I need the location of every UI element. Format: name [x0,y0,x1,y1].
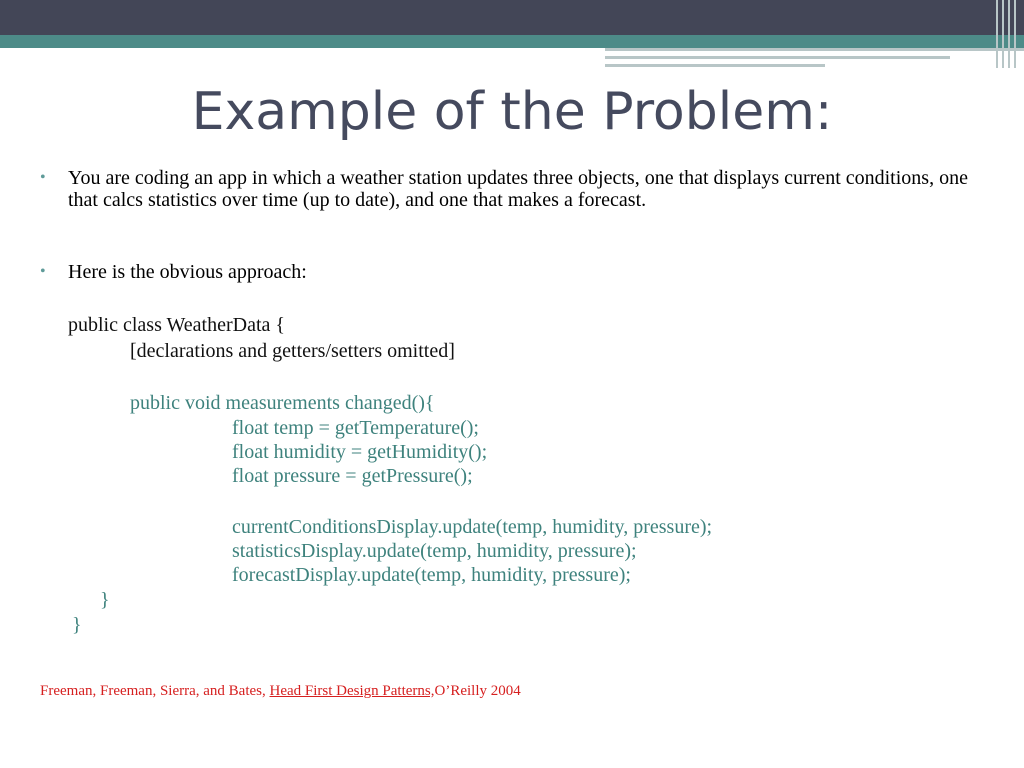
code-class-declaration: public class WeatherData { [68,314,285,336]
bullet-item [40,167,990,211]
code-line-statistics: statisticsDisplay.update(temp, humidity, pressure); [232,540,637,562]
code-declarations-comment: [declarations and getters/setters omitted] [130,340,455,362]
code-line-temp: float temp = getTemperature(); [232,417,479,439]
bullet-text: You are coding an app in which a weather station updates three objects, one that displays current conditions, one that calcs statistics over time (up to date), and one that makes a forecast. [68,167,968,211]
citation [40,682,521,700]
citation-book-link[interactable]: Head First Design Patterns, [269,683,435,699]
bullet-dot-icon: • [40,263,46,280]
code-method-declaration: public void measurements changed(){ [130,392,435,414]
bullet-dot-icon: • [40,169,46,186]
decorative-vertical-stripes [994,0,1024,68]
bullet-item [40,261,307,283]
code-line-forecast: forecastDisplay.update(temp, humidity, pressure); [232,564,631,586]
decorative-line [605,48,1024,51]
decorative-line [605,56,950,59]
bullet-text: Here is the obvious approach: [68,261,307,283]
slide-title: Example of the Problem: [191,82,833,142]
code-close-method: } [100,589,110,611]
citation-publisher: O’Reilly 2004 [434,683,521,699]
header-band-teal [0,35,1024,48]
code-close-class: } [72,614,82,636]
citation-authors: Freeman, Freeman, Sierra, and Bates, [40,683,270,699]
code-line-pressure: float pressure = getPressure(); [232,465,473,487]
decorative-line [605,64,825,67]
header-band-dark [0,0,1024,35]
code-line-current-conditions: currentConditionsDisplay.update(temp, humidity, pressure); [232,516,713,538]
code-line-humidity: float humidity = getHumidity(); [232,441,488,463]
